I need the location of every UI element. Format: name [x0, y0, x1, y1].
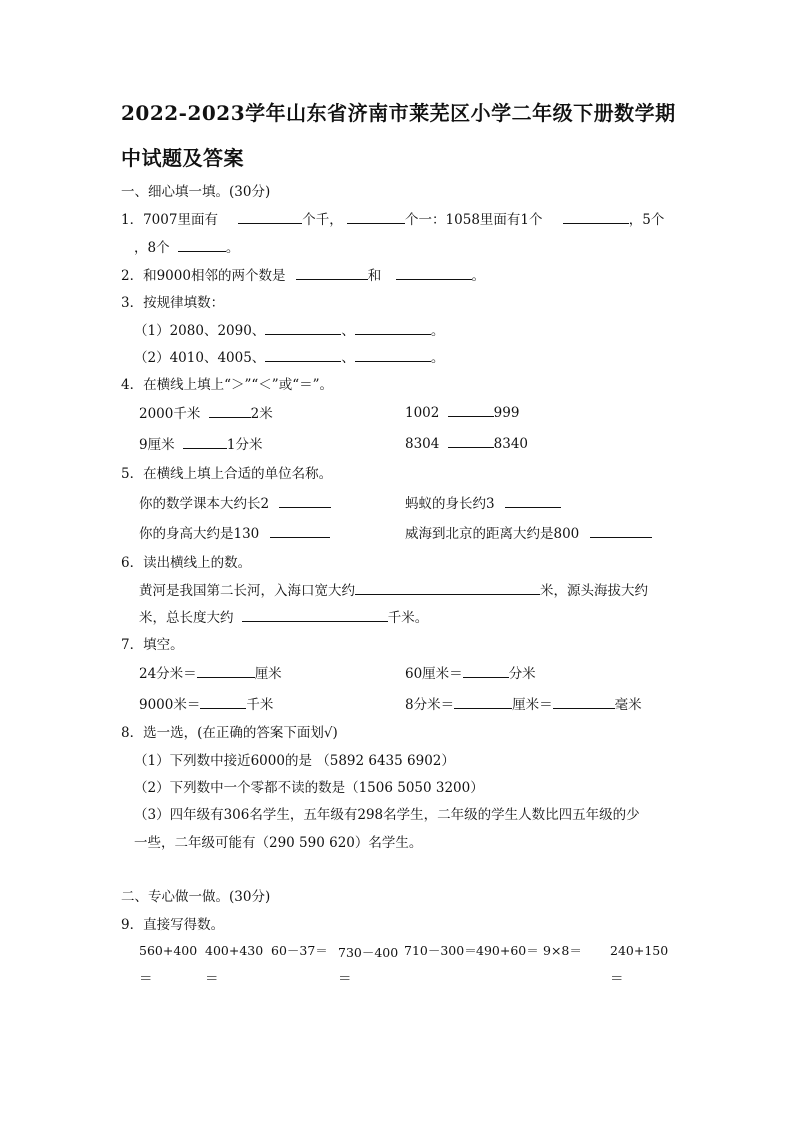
- q8-sub1: （1）下列数中接近6000的是 （5892 6435 6902）: [134, 753, 455, 769]
- section1-heading: 一、细心填一填。(30分): [121, 184, 271, 200]
- q4-label: 4．在横线上填上“＞”“＜”或“＝”。: [121, 377, 333, 393]
- q9-eq-1: ＝: [139, 971, 153, 987]
- q5-item-2: [405, 492, 561, 512]
- q5-item-4-text: 威海到北京的距离大约是800: [405, 526, 580, 542]
- q9-expr-8: 240+150: [610, 943, 669, 958]
- q8-sub2: （2）下列数中一个零都不读的数是（1506 5050 3200）: [134, 780, 484, 796]
- q2-text-b: 和: [367, 268, 382, 284]
- q7-item-4-blank-2[interactable]: [553, 694, 615, 709]
- q8-sub3-line1: （3）四年级有306名学生，五年级有298名学生，二年级的学生人数比四五年级的少: [134, 807, 640, 823]
- q9-expr-3: 60－37＝: [271, 943, 328, 958]
- q5-label: 5．在横线上填上合适的单位名称。: [121, 466, 333, 482]
- q3-row2-blank-1[interactable]: [265, 347, 341, 362]
- q4-item-4-left: 8304: [405, 436, 440, 452]
- q3-row2: [134, 346, 444, 366]
- q1-text-b: 个千，: [302, 212, 343, 228]
- q4-item-4-blank[interactable]: [448, 433, 494, 448]
- q3-row1-sep: 、: [341, 323, 355, 339]
- q3-label: 3．按规律填数：: [121, 295, 225, 311]
- q6-label: 6．读出横线上的数。: [121, 555, 252, 571]
- q6-line1: [139, 579, 648, 599]
- q6-text-b: 米，源头海拔大约: [540, 583, 648, 599]
- q9-expr-4: 730－400: [338, 945, 399, 960]
- q3-row2-end: 。: [430, 350, 445, 366]
- q9-eq-4: ＝: [338, 971, 352, 987]
- q9-expr-5: 710－300＝: [404, 943, 477, 958]
- q9-expr-1: 560+400: [139, 943, 198, 958]
- q3-row1: [134, 319, 444, 339]
- q1-blank-4[interactable]: [178, 237, 226, 252]
- q9-expr-7: 9×8＝: [543, 943, 582, 958]
- q1-text-f: 。: [225, 240, 240, 256]
- q5-item-4-blank[interactable]: [590, 523, 652, 538]
- q7-item-1: [139, 662, 282, 682]
- q4-item-2-left: 1002: [405, 405, 440, 421]
- q2: [121, 264, 485, 284]
- q3-row1-text: （1）2080、2090、: [134, 323, 266, 339]
- q5-item-1-text: 你的数学课本大约长2: [139, 496, 270, 512]
- q7-item-3: [139, 693, 273, 713]
- q7-item-4: [405, 693, 642, 713]
- q7-item-2-right: 分米: [508, 666, 536, 682]
- q4-item-1: [139, 402, 273, 422]
- q5-item-3-text: 你的身高大约是130: [139, 526, 260, 542]
- q4-item-2-right: 999: [493, 405, 520, 421]
- q7-item-4-blank-1[interactable]: [454, 694, 512, 709]
- q4-item-4-right: 8340: [493, 436, 529, 452]
- q9-expr-6: 490+60＝: [476, 943, 539, 958]
- q9-eq-8: ＝: [610, 971, 624, 987]
- q4-item-3-right: 1分米: [226, 437, 263, 453]
- q8-label: 8．选一选，(在正确的答案下面划√): [121, 725, 338, 741]
- document-title-line1: 2022-2023学年山东省济南市莱芜区小学二年级下册数学期: [121, 101, 676, 125]
- q9-expr-2: 400+430: [205, 943, 264, 958]
- q1-blank-1[interactable]: [238, 209, 302, 224]
- q7-item-3-right: 千米: [246, 697, 274, 713]
- q6-text-c: 米，总长度大约: [139, 610, 234, 626]
- q4-item-1-blank[interactable]: [209, 403, 251, 418]
- q2-text-a: 2．和9000相邻的两个数是: [121, 268, 286, 284]
- q5-item-3: [139, 522, 330, 542]
- q5-item-1-blank[interactable]: [279, 493, 331, 508]
- q7-item-2-left: 60厘米＝: [405, 666, 463, 682]
- q1-text-c: 个一：1058里面有1个: [405, 212, 543, 228]
- q7-item-4-mid: 厘米＝: [512, 697, 553, 713]
- q7-item-1-right: 厘米: [254, 666, 282, 682]
- q4-item-3: [139, 433, 262, 453]
- q9-eq-2: ＝: [205, 971, 219, 987]
- q2-text-c: 。: [471, 268, 486, 284]
- q5-item-4: [405, 522, 652, 542]
- q4-item-1-right: 2米: [250, 406, 273, 422]
- q7-item-3-blank[interactable]: [200, 694, 246, 709]
- q7-label: 7．填空。: [121, 637, 184, 653]
- q2-blank-1[interactable]: [296, 265, 368, 280]
- q7-item-1-blank[interactable]: [197, 663, 255, 678]
- q4-item-3-left: 9厘米: [139, 437, 175, 453]
- document-title-line2: 中试题及答案: [121, 146, 244, 170]
- q6-text-d: 千米。: [387, 610, 429, 626]
- q6-text-a: 黄河是我国第二长河，入海口宽大约: [139, 583, 355, 599]
- q1-line2: [134, 236, 239, 256]
- q1-text-a: 1．7007里面有: [121, 212, 218, 228]
- q5-item-3-blank[interactable]: [270, 523, 330, 538]
- section2-heading: 二、专心做一做。(30分): [121, 889, 271, 905]
- q4-item-2: [405, 402, 519, 421]
- q7-item-4-left: 8分米＝: [405, 697, 455, 713]
- q5-item-1: [139, 492, 331, 512]
- q7-item-4-right: 毫米: [614, 697, 642, 713]
- q7-item-2: [405, 662, 536, 682]
- q1-line1: [121, 208, 664, 228]
- q4-item-3-blank[interactable]: [183, 434, 227, 449]
- q1-blank-3[interactable]: [563, 209, 629, 224]
- q4-item-1-left: 2000千米: [139, 406, 201, 422]
- q5-item-2-blank[interactable]: [505, 493, 561, 508]
- q1-blank-2[interactable]: [347, 209, 405, 224]
- q6-line2: [139, 606, 428, 626]
- q9-label: 9．直接写得数。: [121, 917, 225, 933]
- q4-item-4: [405, 433, 528, 452]
- q3-row2-sep: 、: [341, 350, 355, 366]
- q3-row1-end: 。: [430, 323, 445, 339]
- q1-text-e: ，8个: [134, 240, 170, 256]
- q1-text-d: ，5个: [628, 212, 665, 228]
- q3-row2-blank-2[interactable]: [355, 347, 431, 362]
- q8-sub3-line2: 一些，二年级可能有（290 590 620）名学生。: [134, 835, 423, 851]
- q2-blank-2[interactable]: [396, 265, 472, 280]
- q4-item-2-blank[interactable]: [448, 402, 494, 417]
- q7-item-2-blank[interactable]: [463, 663, 509, 678]
- q7-item-1-left: 24分米＝: [139, 666, 197, 682]
- q3-row1-blank-2[interactable]: [355, 320, 431, 335]
- q3-row2-text: （2）4010、4005、: [134, 350, 266, 366]
- q7-item-3-left: 9000米＝: [139, 697, 201, 713]
- q6-blank-2[interactable]: [242, 607, 388, 622]
- q3-row1-blank-1[interactable]: [265, 320, 341, 335]
- q6-blank-1[interactable]: [355, 580, 540, 595]
- q5-item-2-text: 蚂蚁的身长约3: [405, 496, 495, 512]
